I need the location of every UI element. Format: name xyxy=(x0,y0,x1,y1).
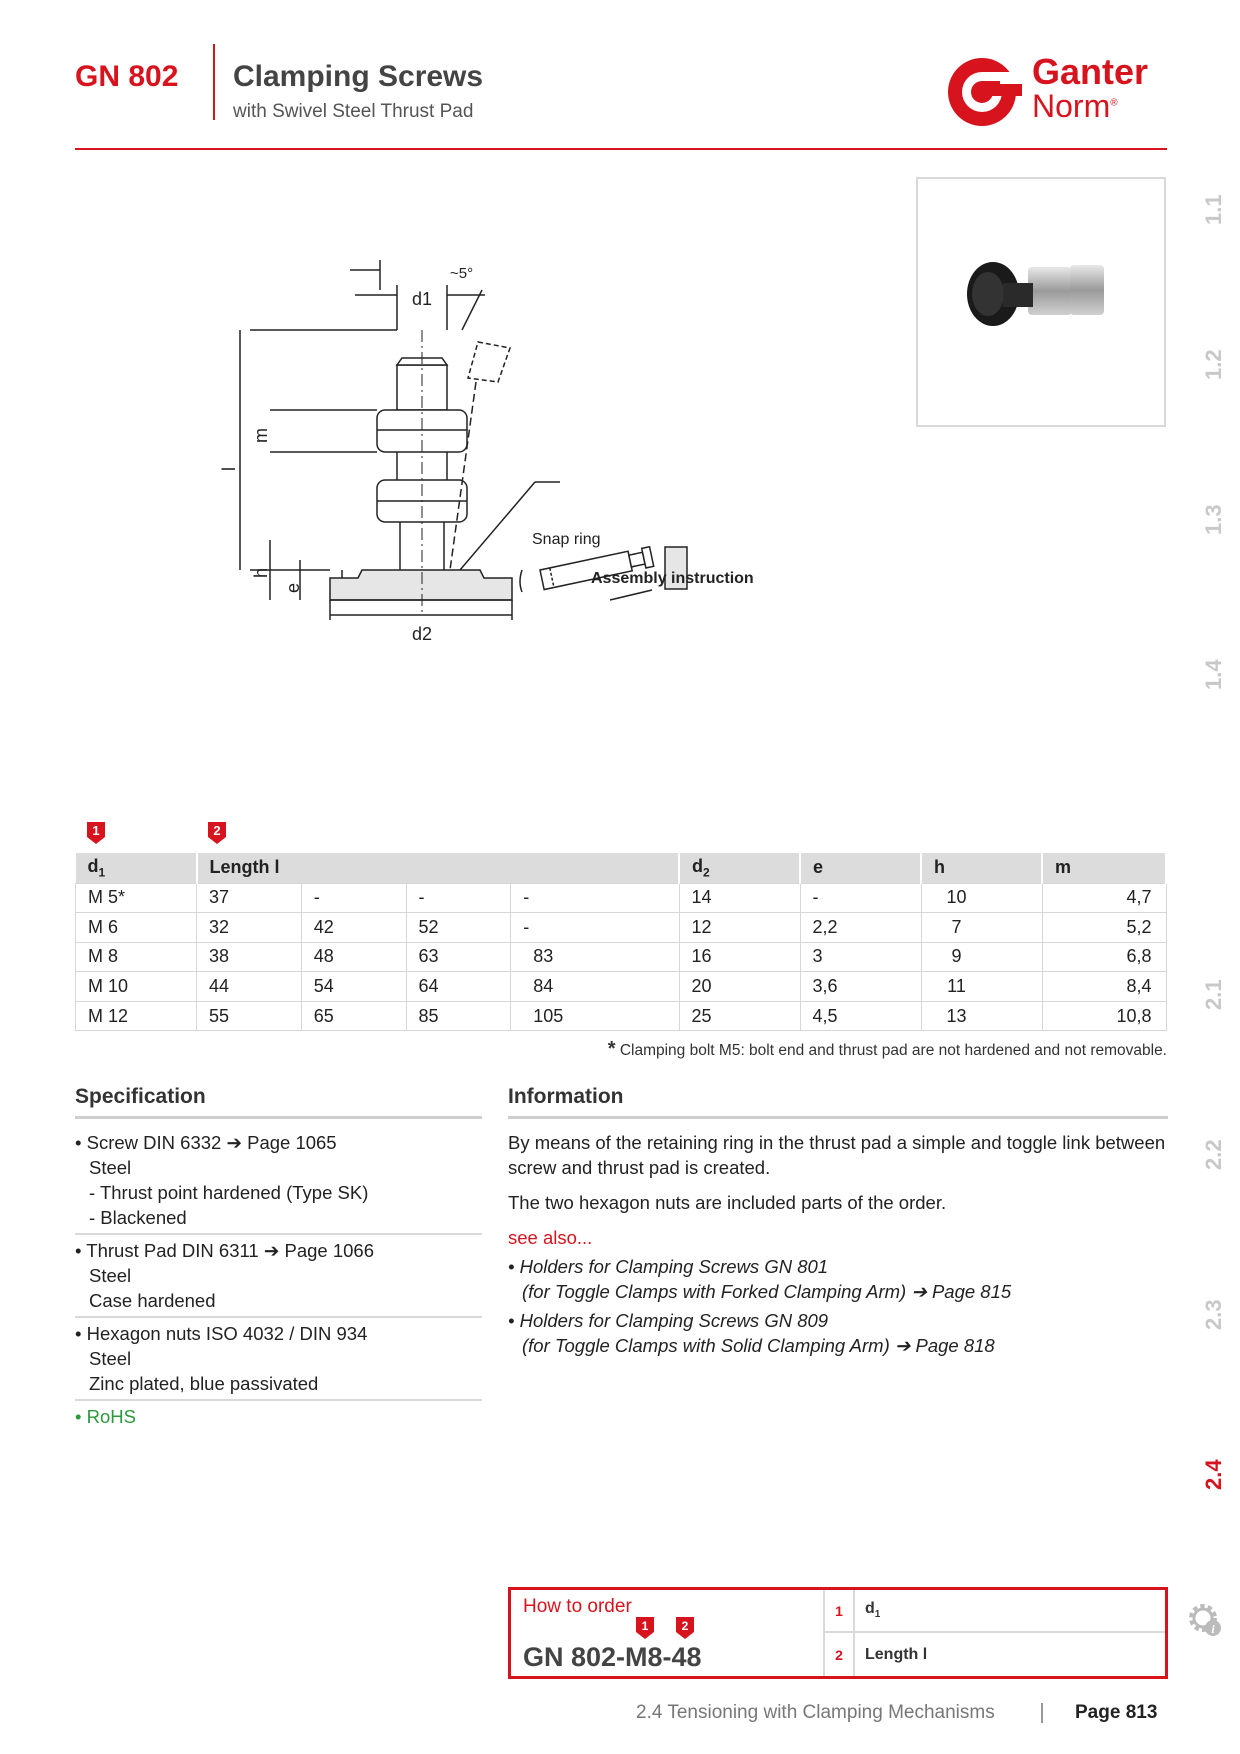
info-paragraph-1: By means of the retaining ring in the thrust pad a simple and toggle link between screw and thrust pad is created. xyxy=(508,1132,1166,1178)
specification-list xyxy=(75,1130,482,1435)
table-cell: 48 xyxy=(301,942,406,972)
information-block xyxy=(508,1130,1168,1362)
spec-line: Zinc plated, blue passivated xyxy=(89,1373,319,1394)
spec-line: • Hexagon nuts ISO 4032 / DIN 934 xyxy=(75,1323,368,1344)
configurator-gear-icon[interactable] xyxy=(1185,1600,1225,1640)
table-row xyxy=(76,1001,1167,1031)
table-cell: 55 xyxy=(197,1001,302,1031)
table-cell: 2,2 xyxy=(800,913,921,943)
table-cell: - xyxy=(511,883,679,913)
table-cell: 85 xyxy=(406,1001,511,1031)
spec-line: - Thrust point hardened (Type SK) xyxy=(89,1182,369,1203)
side-tab-1-2[interactable]: 1.2 xyxy=(1201,349,1226,381)
spec-line: Steel xyxy=(89,1265,132,1286)
table-cell: 54 xyxy=(301,972,406,1002)
table-cell: 13 xyxy=(921,1001,1042,1031)
h-dim-label: h xyxy=(251,567,271,578)
table-cell: - xyxy=(511,913,679,943)
snap-ring-label: Snap ring xyxy=(532,531,601,548)
table-cell: 38 xyxy=(197,942,302,972)
table-row xyxy=(76,942,1167,972)
table-cell: 64 xyxy=(406,972,511,1002)
col-header-length: Length l xyxy=(197,853,680,883)
info-paragraph-2: The two hexagon nuts are included parts of the order. xyxy=(508,1192,947,1213)
see-also-link-gn809[interactable]: • Holders for Clamping Screws GN 809 (for Toggle Clamps with Solid Clamping Arm) ➔ Page 818 xyxy=(508,1310,995,1356)
order-legend-row: 1 $d_1$ xyxy=(823,1590,1165,1633)
page-subtitle: with Swivel Steel Thrust Pad xyxy=(233,101,474,122)
table-cell: M 12 xyxy=(76,1001,197,1031)
m-dim-label: m xyxy=(251,428,271,443)
see-also-link-gn801[interactable]: • Holders for Clamping Screws GN 801 (for Toggle Clamps with Forked Clamping Arm) ➔ Page 815 xyxy=(508,1256,1012,1302)
specification-rule xyxy=(75,1116,482,1119)
marker-1: 1 xyxy=(87,822,105,844)
table-cell: M 5* xyxy=(76,883,197,913)
spec-line: Steel xyxy=(89,1157,132,1178)
information-title: Information xyxy=(508,1085,624,1108)
order-legend-row: 2 Length l xyxy=(823,1633,1165,1676)
side-tab-2-4[interactable]: 2.4 xyxy=(1201,1459,1226,1491)
table-cell: 105 xyxy=(511,1001,679,1031)
spec-item-hexagon-nuts xyxy=(75,1321,482,1401)
footer-section: 2.4 Tensioning with Clamping Mechanisms xyxy=(636,1702,995,1723)
col-header-d2: $d_2$ xyxy=(679,853,800,883)
table-cell: 4,7 xyxy=(1042,883,1166,913)
spec-line: • Screw DIN 6332 ➔ Page 1065 xyxy=(75,1132,337,1153)
side-tab-1-1[interactable]: 1.1 xyxy=(1201,194,1226,226)
clamping-screw-photo-icon xyxy=(918,179,1164,425)
e-dim-label: e xyxy=(283,582,303,593)
col-header-h: h xyxy=(921,853,1042,883)
page-number: Page 813 xyxy=(1075,1702,1158,1723)
table-cell: 9 xyxy=(921,942,1042,972)
table-cell: 14 xyxy=(679,883,800,913)
svg-text:1: 1 xyxy=(641,1619,649,1633)
side-tab-1-3[interactable]: 1.3 xyxy=(1201,504,1226,536)
table-cell: 25 xyxy=(679,1001,800,1031)
logo-name: Ganter xyxy=(1032,51,1149,92)
column-markers xyxy=(75,822,1167,850)
table-cell: 8,4 xyxy=(1042,972,1166,1002)
order-marker-2-icon xyxy=(676,1617,694,1639)
header-divider xyxy=(213,44,215,120)
table-footnote: * Clamping bolt M5: bolt end and thrust pad are not hardened and not removable. xyxy=(607,1038,1167,1060)
side-tab-2-3[interactable]: 2.3 xyxy=(1201,1299,1226,1331)
col-header-m: m xyxy=(1042,853,1166,883)
ganter-logo-icon xyxy=(944,54,1024,130)
table-cell: 32 xyxy=(197,913,302,943)
table-cell: 37 xyxy=(197,883,302,913)
spec-line: Case hardened xyxy=(89,1290,216,1311)
rohs-label: • RoHS xyxy=(75,1406,136,1427)
table-cell: 84 xyxy=(511,972,679,1002)
how-to-order-box xyxy=(508,1587,1168,1679)
assembly-instruction-label: Assembly instruction xyxy=(591,570,754,587)
table-cell: 10,8 xyxy=(1042,1001,1166,1031)
table-cell: 42 xyxy=(301,913,406,943)
table-cell: 16 xyxy=(679,942,800,972)
table-cell: 3 xyxy=(800,942,921,972)
table-cell: - xyxy=(301,883,406,913)
table-cell: 7 xyxy=(921,913,1042,943)
table-cell: 65 xyxy=(301,1001,406,1031)
table-cell: 3,6 xyxy=(800,972,921,1002)
table-header-row xyxy=(76,853,1167,883)
spec-line: Steel xyxy=(89,1348,132,1369)
table-cell: 12 xyxy=(679,913,800,943)
dimensions-table xyxy=(75,853,1167,1031)
table-cell: 83 xyxy=(511,942,679,972)
table-cell: 44 xyxy=(197,972,302,1002)
angle-label: ~5° xyxy=(450,265,474,282)
order-legend xyxy=(823,1590,1165,1676)
logo-subname: Norm® xyxy=(1032,88,1118,124)
spec-line: • Thrust Pad DIN 6311 ➔ Page 1066 xyxy=(75,1240,374,1261)
table-row xyxy=(76,972,1167,1002)
svg-text:i: i xyxy=(1211,1622,1215,1636)
table-cell: 5,2 xyxy=(1042,913,1166,943)
specification-title: Specification xyxy=(75,1085,206,1108)
table-cell: 10 xyxy=(921,883,1042,913)
d2-dim-label: d2 xyxy=(412,624,433,644)
information-rule xyxy=(508,1116,1168,1119)
product-photo xyxy=(916,177,1166,427)
table-cell: 4,5 xyxy=(800,1001,921,1031)
how-to-order-label: How to order xyxy=(523,1596,632,1617)
l-dim-label: l xyxy=(219,467,239,471)
d1-dim-label: d1 xyxy=(412,289,433,309)
table-cell: 6,8 xyxy=(1042,942,1166,972)
table-cell: 20 xyxy=(679,972,800,1002)
spec-line: - Blackened xyxy=(89,1207,187,1228)
table-row xyxy=(76,913,1167,943)
svg-text:2: 2 xyxy=(681,1619,689,1633)
side-tab-2-1[interactable]: 2.1 xyxy=(1201,979,1226,1011)
side-tab-2-2[interactable]: 2.2 xyxy=(1201,1139,1226,1171)
see-also-label: see also... xyxy=(508,1227,593,1248)
header-rule xyxy=(75,148,1167,150)
footer-divider xyxy=(1041,1703,1043,1723)
table-cell: - xyxy=(800,883,921,913)
side-tab-1-4[interactable]: 1.4 xyxy=(1201,659,1226,691)
table-cell: - xyxy=(406,883,511,913)
page-title: Clamping Screws xyxy=(233,60,484,93)
table-cell: 63 xyxy=(406,942,511,972)
col-header-e: e xyxy=(800,853,921,883)
table-cell: 11 xyxy=(921,972,1042,1002)
table-cell: 52 xyxy=(406,913,511,943)
product-code: GN 802 xyxy=(75,60,179,93)
order-code: GN 802-M8-48 xyxy=(523,1642,702,1672)
spec-item-thrust-pad xyxy=(75,1238,482,1318)
table-cell: M 10 xyxy=(76,972,197,1002)
col-header-d1: $d_1$ xyxy=(76,853,197,883)
spec-item-screw xyxy=(75,1130,482,1235)
order-marker-1-icon xyxy=(636,1617,654,1639)
table-cell: M 6 xyxy=(76,913,197,943)
table-cell: M 8 xyxy=(76,942,197,972)
table-row xyxy=(76,883,1167,913)
technical-drawing xyxy=(219,265,810,700)
marker-2: 2 xyxy=(208,822,226,844)
